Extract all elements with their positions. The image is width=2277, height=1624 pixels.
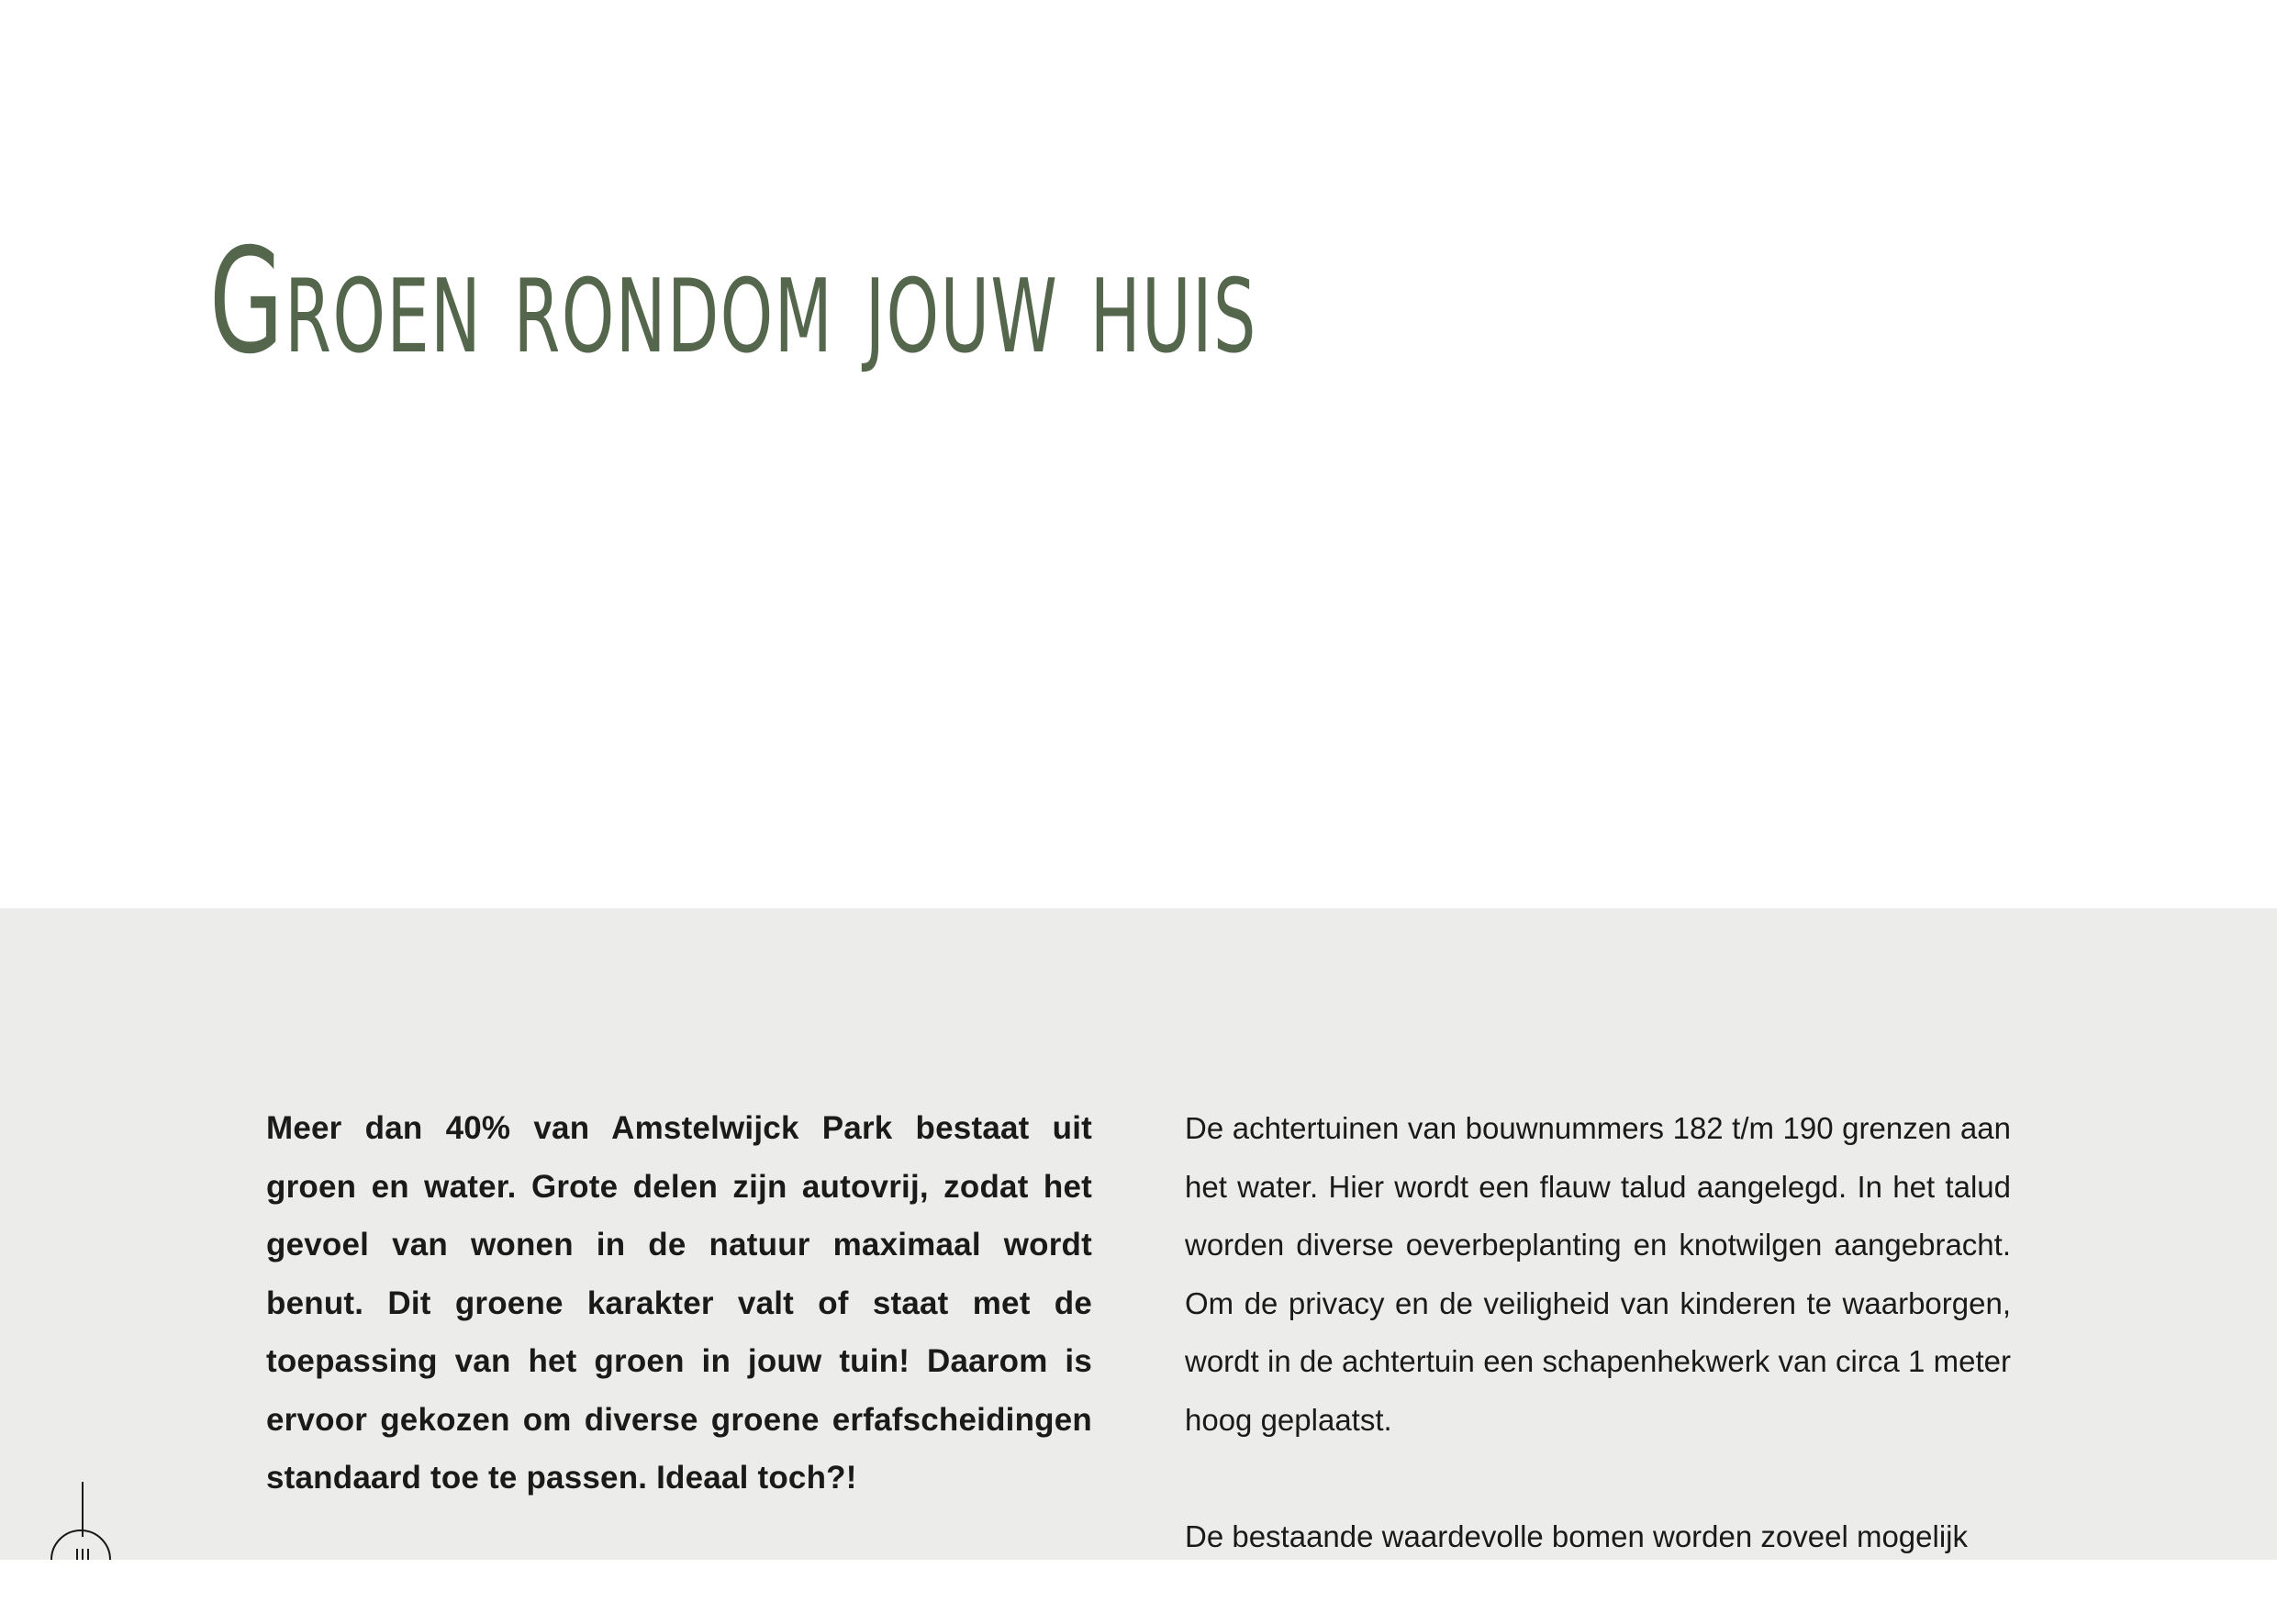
details-paragraph-1: De achtertuinen van bouwnummers 182 t/m 190 grenzen aan het water. Hier wordt een flauw talud aangelegd. In het talud worden diverse oeverbeplanting en knotwilgen aangebracht. Om de privacy en de veiligheid van kinderen te waarborgen, wordt in de achtertuin een schapenhekwerk van circa 1 meter hoog geplaatst. <box>1185 1111 2011 1437</box>
details-column <box>1185 1099 2011 1624</box>
tree-emblem-icon <box>48 1482 117 1560</box>
intro-column <box>266 1099 1092 1565</box>
page-title: Groen rondom jouw huis <box>209 217 1257 386</box>
intro-paragraph: Meer dan 40% van Amstelwijck Park bestaat uit groen en water. Grote delen zijn autovrij, zodat het gevoel van wonen in de natuur maximaal wordt benut. Dit groene karakter valt of staat met de toepassing van het groen in jouw tuin! Daarom is ervoor gekozen om diverse groene erfafscheidingen standaard toe te passen. Ideaal toch?! <box>266 1110 1092 1496</box>
details-paragraph-2: De bestaande waardevolle bomen worden zoveel mogelijk <box>1185 1518 1969 1553</box>
